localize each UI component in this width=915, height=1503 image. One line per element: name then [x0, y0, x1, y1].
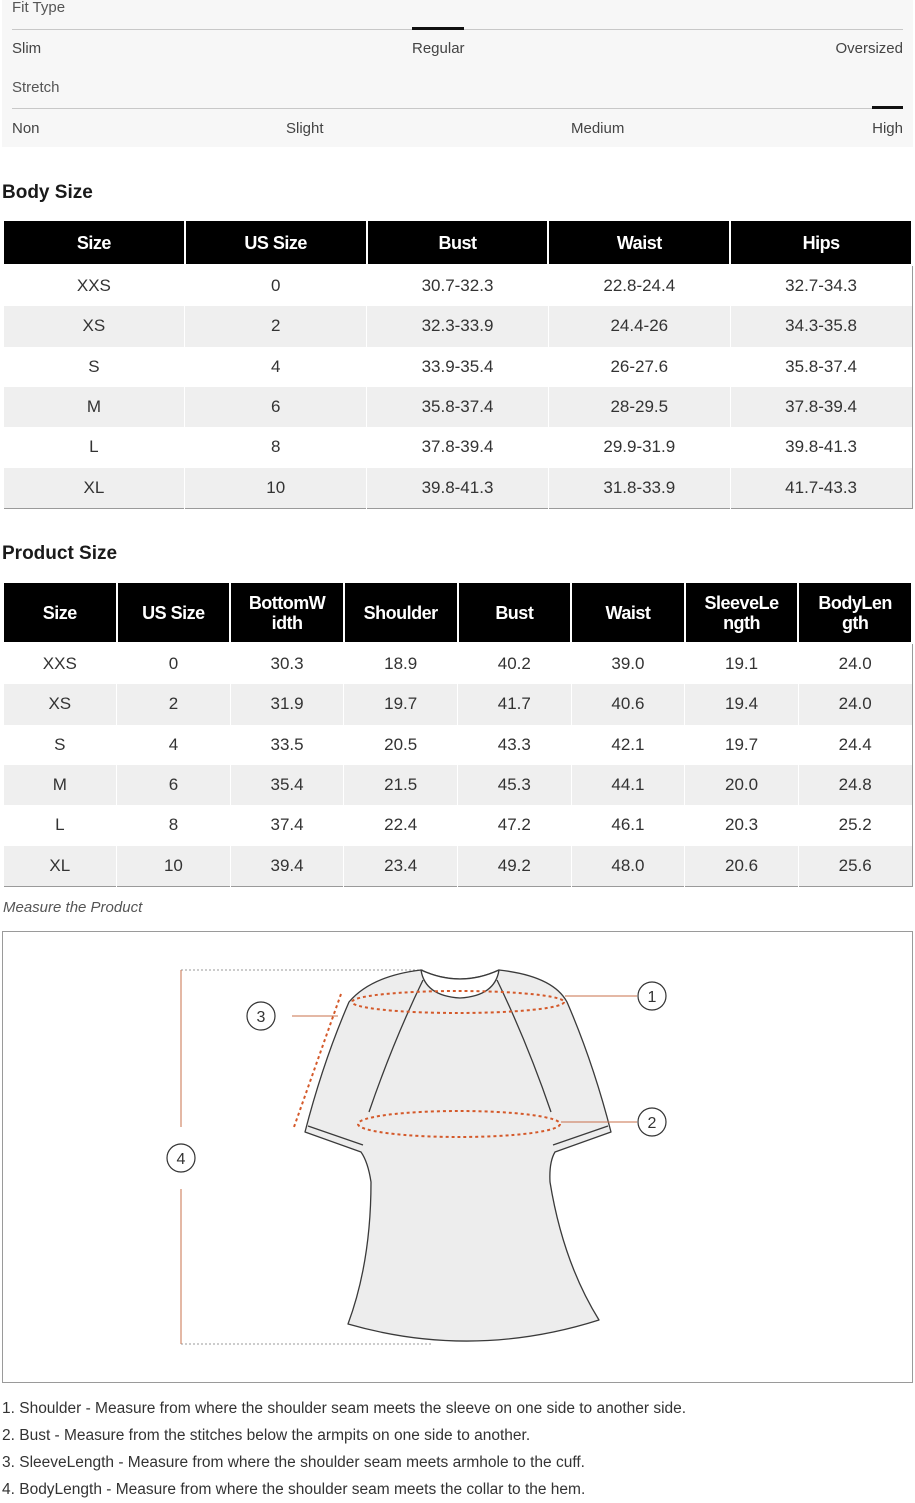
- column-header: Bust: [458, 582, 572, 643]
- table-cell: 41.7: [458, 684, 572, 724]
- table-cell: 37.8-39.4: [367, 427, 549, 467]
- fit-type-option-slim: Slim: [12, 40, 42, 57]
- table-cell: 33.9-35.4: [367, 347, 549, 387]
- table-cell: 6: [117, 765, 231, 805]
- table-cell: 31.9: [230, 684, 344, 724]
- table-cell: 20.0: [685, 765, 799, 805]
- table-cell: 8: [117, 805, 231, 845]
- svg-text:2: 2: [647, 1115, 657, 1132]
- measurement-notes: [2, 1395, 907, 1503]
- table-cell: 0: [117, 643, 231, 684]
- table-cell: 42.1: [571, 725, 685, 765]
- stretch-option-slight: Slight: [286, 120, 324, 137]
- body-size-table: [2, 219, 913, 509]
- table-cell: 18.9: [344, 643, 458, 684]
- table-row: [3, 387, 912, 427]
- table-cell: 44.1: [571, 765, 685, 805]
- measurement-diagram: [2, 931, 913, 1383]
- table-cell: 19.7: [685, 725, 799, 765]
- stretch-selected-marker: [872, 106, 903, 109]
- column-header: BodyLen gth: [798, 582, 912, 643]
- table-cell: 28-29.5: [548, 387, 730, 427]
- table-cell: 2: [117, 684, 231, 724]
- table-cell: 39.0: [571, 643, 685, 684]
- table-cell: 19.7: [344, 684, 458, 724]
- stretch-option-non: Non: [12, 120, 40, 137]
- table-cell: 30.3: [230, 643, 344, 684]
- table-cell: 47.2: [458, 805, 572, 845]
- column-header: Size: [3, 582, 117, 643]
- table-cell: 22.8-24.4: [548, 265, 730, 306]
- tshirt-diagram-svg: [3, 932, 912, 1382]
- note-sleeve-length: 3. SleeveLength - Measure from where the shoulder seam meets armhole to the cuff.: [2, 1454, 585, 1471]
- table-cell: 10: [185, 468, 367, 509]
- table-cell: 19.1: [685, 643, 799, 684]
- table-cell: XXS: [3, 643, 117, 684]
- table-cell: 35.4: [230, 765, 344, 805]
- table-row: [3, 765, 912, 805]
- table-cell: L: [3, 427, 185, 467]
- table-row: [3, 684, 912, 724]
- table-row: [3, 265, 912, 306]
- table-cell: 24.0: [798, 684, 912, 724]
- note-shoulder: 1. Shoulder - Measure from where the shoulder seam meets the sleeve on one side to another side.: [2, 1400, 687, 1417]
- fit-type-selected-marker: [412, 27, 464, 30]
- table-cell: 20.6: [685, 846, 799, 887]
- table-row: [3, 846, 912, 887]
- product-size-table: [2, 581, 913, 887]
- table-cell: XL: [3, 846, 117, 887]
- column-header: Waist: [548, 220, 730, 265]
- svg-text:1: 1: [647, 989, 657, 1006]
- table-cell: 40.2: [458, 643, 572, 684]
- svg-text:4: 4: [176, 1151, 186, 1168]
- table-cell: 24.4: [798, 725, 912, 765]
- column-header: BottomW idth: [230, 582, 344, 643]
- table-cell: 39.4: [230, 846, 344, 887]
- marker-2: [638, 1108, 666, 1136]
- fit-panel: [2, 0, 913, 147]
- table-cell: 26-27.6: [548, 347, 730, 387]
- table-row: [3, 306, 912, 346]
- column-header: US Size: [117, 582, 231, 643]
- column-header: US Size: [185, 220, 367, 265]
- column-header: Shoulder: [344, 582, 458, 643]
- table-cell: XS: [3, 306, 185, 346]
- table-cell: 29.9-31.9: [548, 427, 730, 467]
- table-cell: S: [3, 725, 117, 765]
- column-header: SleeveLe ngth: [685, 582, 799, 643]
- table-cell: 39.8-41.3: [730, 427, 912, 467]
- body-size-title: Body Size: [2, 182, 93, 203]
- table-row: [3, 805, 912, 845]
- table-row: [3, 725, 912, 765]
- table-cell: 37.4: [230, 805, 344, 845]
- svg-text:3: 3: [256, 1009, 266, 1026]
- table-row: [3, 427, 912, 467]
- column-header: Waist: [571, 582, 685, 643]
- table-cell: 20.5: [344, 725, 458, 765]
- measure-caption: Measure the Product: [3, 899, 143, 916]
- table-cell: 33.5: [230, 725, 344, 765]
- table-cell: S: [3, 347, 185, 387]
- marker-1: [638, 982, 666, 1010]
- table-cell: 24.8: [798, 765, 912, 805]
- table-cell: 31.8-33.9: [548, 468, 730, 509]
- table-header-row: [3, 220, 912, 265]
- table-cell: 4: [185, 347, 367, 387]
- table-row: [3, 347, 912, 387]
- table-cell: 41.7-43.3: [730, 468, 912, 509]
- table-cell: M: [3, 387, 185, 427]
- table-cell: 30.7-32.3: [367, 265, 549, 306]
- table-cell: 0: [185, 265, 367, 306]
- table-cell: 32.3-33.9: [367, 306, 549, 346]
- table-cell: 25.6: [798, 846, 912, 887]
- table-cell: 21.5: [344, 765, 458, 805]
- stretch-option-high: High: [872, 120, 903, 137]
- table-cell: 24.4-26: [548, 306, 730, 346]
- fit-type-option-regular: Regular: [412, 40, 465, 57]
- column-header: Hips: [730, 220, 912, 265]
- marker-4: [167, 1144, 195, 1172]
- table-cell: 40.6: [571, 684, 685, 724]
- table-cell: 25.2: [798, 805, 912, 845]
- table-cell: XS: [3, 684, 117, 724]
- table-cell: 20.3: [685, 805, 799, 845]
- table-cell: 37.8-39.4: [730, 387, 912, 427]
- table-cell: 49.2: [458, 846, 572, 887]
- table-cell: 6: [185, 387, 367, 427]
- table-cell: 22.4: [344, 805, 458, 845]
- table-cell: 24.0: [798, 643, 912, 684]
- table-cell: 10: [117, 846, 231, 887]
- table-cell: XL: [3, 468, 185, 509]
- note-body-length: 4. BodyLength - Measure from where the shoulder seam meets the collar to the hem.: [2, 1481, 586, 1498]
- column-header: Size: [3, 220, 185, 265]
- table-cell: 46.1: [571, 805, 685, 845]
- table-cell: 48.0: [571, 846, 685, 887]
- product-size-title: Product Size: [2, 543, 118, 564]
- table-cell: 4: [117, 725, 231, 765]
- tshirt-body: [305, 970, 611, 1341]
- table-cell: 23.4: [344, 846, 458, 887]
- table-cell: 45.3: [458, 765, 572, 805]
- fit-type-label: Fit Type: [12, 0, 66, 16]
- table-cell: 34.3-35.8: [730, 306, 912, 346]
- marker-3: [247, 1002, 275, 1030]
- table-cell: 2: [185, 306, 367, 346]
- fit-type-option-oversized: Oversized: [835, 40, 903, 57]
- table-cell: 39.8-41.3: [367, 468, 549, 509]
- table-row: [3, 468, 912, 509]
- table-cell: L: [3, 805, 117, 845]
- stretch-option-medium: Medium: [571, 120, 625, 137]
- table-cell: 35.8-37.4: [730, 347, 912, 387]
- table-cell: 8: [185, 427, 367, 467]
- table-row: [3, 643, 912, 684]
- table-cell: M: [3, 765, 117, 805]
- table-cell: 32.7-34.3: [730, 265, 912, 306]
- stretch-label: Stretch: [12, 79, 60, 96]
- table-cell: 35.8-37.4: [367, 387, 549, 427]
- table-cell: 43.3: [458, 725, 572, 765]
- column-header: Bust: [367, 220, 549, 265]
- table-header-row: [3, 582, 912, 643]
- stretch-scale: [12, 108, 903, 109]
- table-cell: 19.4: [685, 684, 799, 724]
- table-cell: XXS: [3, 265, 185, 306]
- tshirt-illustration: [305, 970, 611, 1341]
- note-bust: 2. Bust - Measure from the stitches below the armpits on one side to another.: [2, 1427, 531, 1444]
